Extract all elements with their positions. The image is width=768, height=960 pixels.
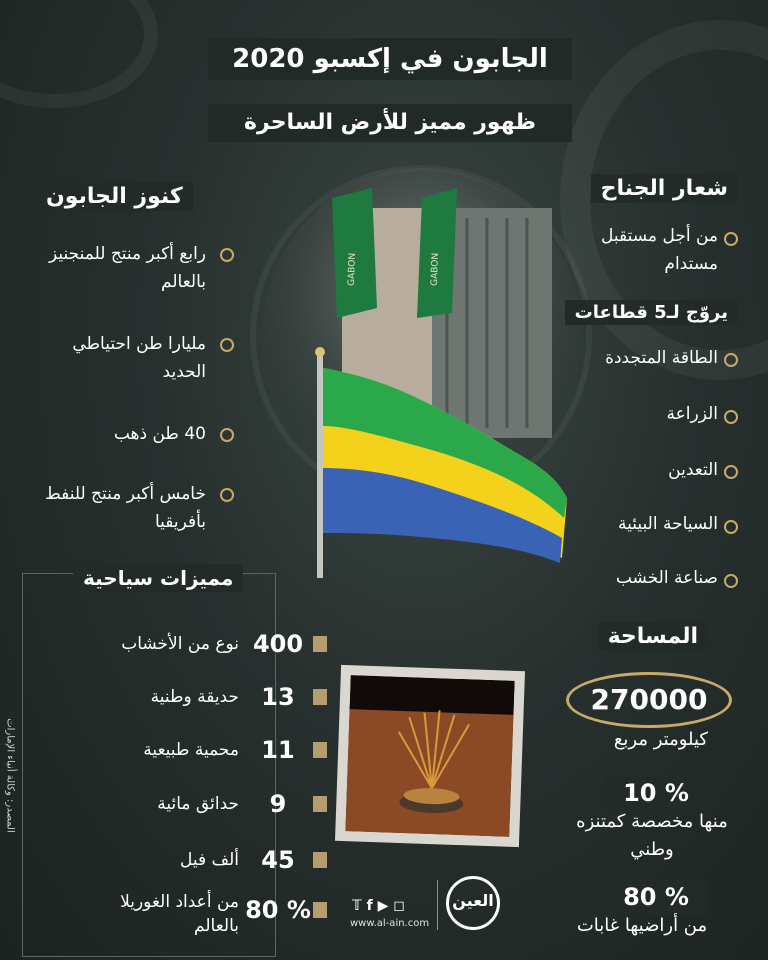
pavilion-image: [262, 168, 582, 578]
tourism-row: [23, 730, 313, 770]
bullet-icon: [220, 338, 234, 352]
sector-item: الطاقة المتجددة: [605, 348, 718, 368]
youtube-icon[interactable]: ▶: [377, 898, 389, 914]
row-marker: [313, 852, 327, 868]
area-title: المساحة: [598, 622, 708, 651]
decorative-ring: [0, 0, 158, 108]
national-park-percent: 10 %: [604, 776, 708, 810]
bullet-icon: [220, 488, 234, 502]
sectors-title: يروّج لـ5 قطاعات: [565, 300, 738, 325]
tourism-title: مميزات سياحية: [73, 564, 243, 592]
bullet-icon: [220, 248, 234, 262]
bullet-icon: [724, 520, 738, 534]
row-marker: [313, 796, 327, 812]
area-value-ring: [566, 672, 732, 728]
tourism-row: [23, 890, 313, 936]
tourism-label: حدائق مائية: [157, 794, 239, 814]
tourism-row: [23, 784, 313, 824]
tourism-number: 45: [261, 846, 295, 874]
page-subtitle: ظهور مميز للأرض الساحرة: [208, 104, 572, 142]
treasure-item: خامس أكبر منتج للنفط بأفريقيا: [44, 484, 206, 532]
row-marker: [313, 902, 327, 918]
bullet-icon: [724, 353, 738, 367]
tourism-label: محمية طبيعية: [143, 740, 239, 760]
forest-percent: 80 %: [604, 880, 708, 914]
pavilion-sign: GABON: [346, 252, 358, 287]
tourism-label: نوع من الأخشاب: [121, 634, 239, 654]
row-marker: [313, 636, 327, 652]
national-park-text: منها مخصصة كمتنزه وطني: [576, 811, 728, 860]
treasure-item: 40 طن ذهب: [113, 424, 206, 444]
treasure-item: مليارا طن احتياطي الحديد: [72, 334, 206, 382]
tourism-number: 400: [252, 630, 304, 658]
tourism-panel: [22, 566, 311, 957]
tourism-label: من أعداد الغوريلا بالعالم: [120, 892, 239, 936]
tourism-label: ألف فيل: [179, 850, 239, 870]
treasure-item: رابع أكبر منتج للمنجنيز بالعالم: [49, 244, 206, 292]
website-url[interactable]: www.al-ain.com: [350, 918, 430, 929]
source-note: المصدر: وكالة أنباء الإمارات: [4, 718, 16, 833]
slogan-title: شعار الجناح: [591, 174, 738, 203]
tourism-label: حديقة وطنية: [150, 687, 239, 707]
pavilion-sign: GABON: [429, 252, 441, 287]
bullet-icon: [724, 465, 738, 479]
bullet-icon: [724, 232, 738, 246]
social-icons: [352, 898, 436, 916]
tourism-number: 11: [261, 736, 295, 764]
tourism-row: [23, 840, 313, 880]
sector-item: الزراعة: [666, 404, 718, 424]
forest-text: من أراضيها غابات: [576, 915, 708, 936]
al-ain-logo: العين: [446, 876, 500, 930]
area-unit: كيلومتر مربع: [613, 729, 708, 750]
treasures-title: كنوز الجابون: [36, 182, 193, 211]
slogan-text: من أجل مستقبل مستدام: [601, 226, 718, 274]
tourism-number: 13: [261, 683, 295, 711]
bullet-icon: [220, 428, 234, 442]
tourism-number: 9: [269, 790, 287, 818]
area-value: 270000: [590, 683, 708, 716]
tourism-row: [23, 624, 313, 664]
tourism-number: 80 %: [245, 896, 311, 924]
sector-item: صناعة الخشب: [615, 568, 718, 588]
exhibit-photo: [335, 665, 525, 847]
instagram-icon[interactable]: ◻: [393, 898, 405, 914]
page-title: الجابون في إكسبو 2020: [208, 38, 572, 80]
facebook-icon[interactable]: f: [366, 898, 373, 914]
twitter-icon[interactable]: 𝕋: [352, 898, 362, 914]
sector-item: التعدين: [668, 460, 718, 480]
bullet-icon: [724, 410, 738, 424]
bullet-icon: [724, 574, 738, 588]
sector-item: السياحة البيئية: [618, 514, 718, 534]
row-marker: [313, 689, 327, 705]
row-marker: [313, 742, 327, 758]
tourism-row: [23, 677, 313, 717]
